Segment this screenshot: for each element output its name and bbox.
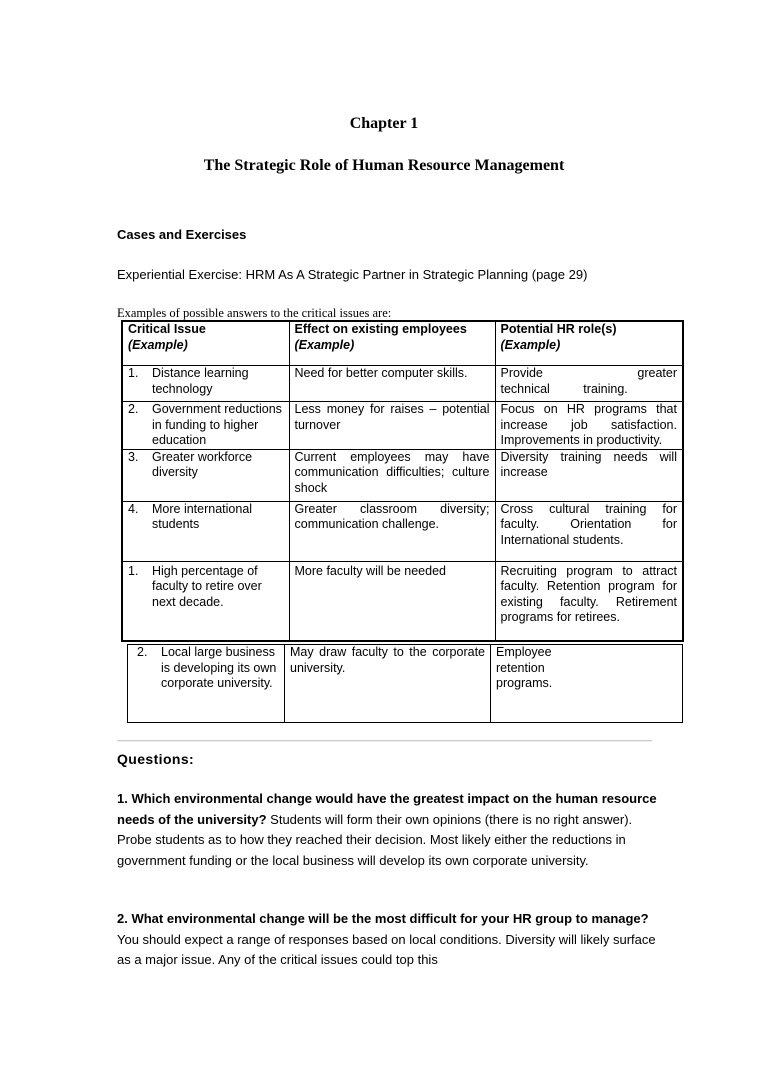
issue-text: Greater workforce diversity — [152, 449, 253, 479]
question-text: 2. What environmental change will be the most difficult for your HR group to manage? — [117, 911, 649, 926]
issue-cell — [128, 645, 285, 723]
row-number: 1. — [128, 563, 139, 578]
question-paragraph — [117, 909, 657, 971]
role-cell — [491, 645, 683, 723]
chapter-label: Chapter 1 — [349, 115, 419, 132]
issue-cell — [122, 366, 289, 402]
header-effect: Effect on existing employees — [289, 321, 495, 338]
answer-text: Students will form their own opinions (there is no right answer). Probe students as to how they reached their decision. Most likely either the reductions in government funding or the local business will develop its own corporate university. — [117, 811, 633, 868]
table-row — [122, 366, 683, 402]
issue-cell — [122, 561, 289, 641]
row-number: 4. — [128, 501, 139, 516]
issue-text: Government reductions in funding to higher education — [152, 402, 282, 447]
role-text: Employee retention programs. — [496, 645, 553, 690]
issue-cell — [122, 449, 289, 501]
section-divider — [117, 740, 652, 742]
table-row — [122, 449, 683, 501]
effect-cell: Current employees may have communication difficulties; culture shock — [289, 449, 495, 501]
role-text: Provide greater technical training. — [500, 366, 677, 396]
section-heading: Cases and Exercises — [117, 227, 247, 242]
critical-issues-table-continued — [127, 644, 683, 723]
exercise-title: Experiential Exercise: HRM As A Strategic Partner in Strategic Planning (page 29) — [117, 267, 588, 282]
questions-heading: Questions: — [117, 751, 195, 767]
question-text: 1. Which environmental change would have the greatest impact on the human resource needs of the university? — [117, 791, 657, 827]
header-critical-issue: Critical Issue — [122, 321, 289, 338]
effect-cell: Need for better computer skills. — [289, 366, 495, 402]
table-row — [128, 645, 683, 723]
effect-cell: More faculty will be needed — [289, 561, 495, 641]
question-paragraph — [117, 789, 657, 871]
example-label: (Example) — [495, 338, 683, 366]
table-row — [122, 501, 683, 561]
table-row — [122, 561, 683, 641]
critical-issues-table — [121, 320, 684, 642]
table-intro: Examples of possible answers to the critical issues are: — [117, 306, 392, 320]
issue-cell — [122, 402, 289, 450]
effect-cell: Less money for raises – potential turnover — [289, 402, 495, 450]
table-example-row — [122, 338, 683, 366]
effect-cell: May draw faculty to the corporate university. — [285, 645, 491, 723]
role-cell: Focus on HR programs that increase job satisfaction. Improvements in productivity. — [495, 402, 683, 450]
table-header-row — [122, 321, 683, 338]
answer-text: You should expect a range of responses based on local conditions. Diversity will likely surface as a major issue. Any of the critical issues could top this — [117, 931, 656, 967]
issue-text: More international students — [152, 501, 253, 531]
issue-cell — [122, 501, 289, 561]
role-cell: Recruiting program to attract faculty. Retention program for existing faculty. Retirement programs for retirees. — [495, 561, 683, 641]
example-label: (Example) — [122, 338, 289, 366]
role-cell — [495, 366, 683, 402]
row-number: 3. — [128, 449, 139, 464]
row-number: 2. — [137, 645, 148, 659]
issue-text: Local large business is developing its own corporate university. — [161, 645, 277, 690]
example-label: (Example) — [289, 338, 495, 366]
role-cell: Diversity training needs will increase — [495, 449, 683, 501]
issue-text: Distance learning technology — [152, 366, 249, 396]
role-cell: Cross cultural training for faculty. Orientation for International students. — [495, 501, 683, 561]
row-number: 2. — [128, 402, 139, 416]
table-row — [122, 402, 683, 450]
row-number: 1. — [128, 366, 139, 380]
issue-text: High percentage of faculty to retire over next decade. — [152, 563, 262, 609]
header-hr-role: Potential HR role(s) — [495, 321, 683, 338]
effect-cell: Greater classroom diversity; communication challenge. — [289, 501, 495, 561]
document-title: The Strategic Role of Human Resource Management — [203, 157, 565, 174]
